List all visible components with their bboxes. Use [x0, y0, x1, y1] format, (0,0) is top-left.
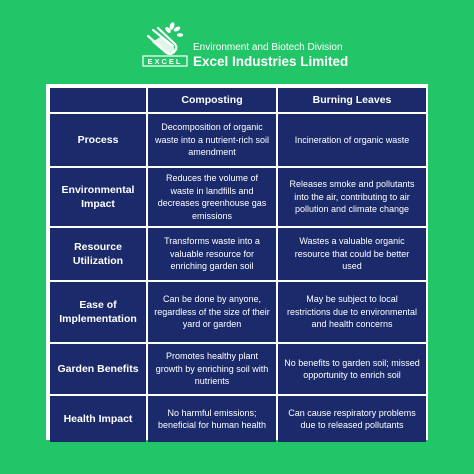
cell-burning: No benefits to garden soil; missed opportunity to enrich soil: [278, 344, 426, 394]
comparison-table-frame: [46, 84, 428, 440]
company-name: Excel Industries Limited: [193, 54, 349, 69]
cell-composting: Transforms waste into a valuable resource for enriching garden soil: [148, 228, 276, 280]
cell-burning: Can cause respiratory problems due to released pollutants: [278, 396, 426, 442]
column-header-composting: Composting: [148, 88, 276, 112]
row-label-health-impact: Health Impact: [50, 396, 146, 442]
table-row: [50, 228, 426, 280]
cell-burning: May be subject to local restrictions due to environmental and health concerns: [278, 282, 426, 342]
cell-burning: Releases smoke and pollutants into the air, contributing to air pollution and climate change: [278, 168, 426, 226]
table-row: [50, 168, 426, 226]
header: [0, 0, 474, 84]
column-header-burning-leaves: Burning Leaves: [278, 88, 426, 112]
header-corner-cell: [50, 88, 146, 112]
row-label-garden-benefits: Garden Benefits: [50, 344, 146, 394]
comparison-table: [48, 86, 428, 444]
cell-burning: Incineration of organic waste: [278, 114, 426, 166]
row-label-ease-of-implementation: Ease of Implementation: [50, 282, 146, 342]
logo-text: EXCEL: [147, 57, 183, 67]
table-row: [50, 396, 426, 442]
cell-composting: Promotes healthy plant growth by enriching soil with nutrients: [148, 344, 276, 394]
row-label-resource-utilization: Resource Utilization: [50, 228, 146, 280]
table-header-row: [50, 88, 426, 112]
cell-composting: Decomposition of organic waste into a nutrient-rich soil amendment: [148, 114, 276, 166]
cell-composting: Can be done by anyone, regardless of the size of their yard or garden: [148, 282, 276, 342]
cell-composting: No harmful emissions; beneficial for human health: [148, 396, 276, 442]
table-row: [50, 114, 426, 166]
row-label-process: Process: [50, 114, 146, 166]
table-row: [50, 344, 426, 394]
test-tube-leaf-logo-icon: [142, 20, 188, 68]
division-name: Environment and Biotech Division: [193, 42, 343, 53]
cell-burning: Wastes a valuable organic resource that could be better used: [278, 228, 426, 280]
cell-composting: Reduces the volume of waste in landfills and decreases greenhouse gas emissions: [148, 168, 276, 226]
table-row: [50, 282, 426, 342]
row-label-environmental-impact: Environmental Impact: [50, 168, 146, 226]
